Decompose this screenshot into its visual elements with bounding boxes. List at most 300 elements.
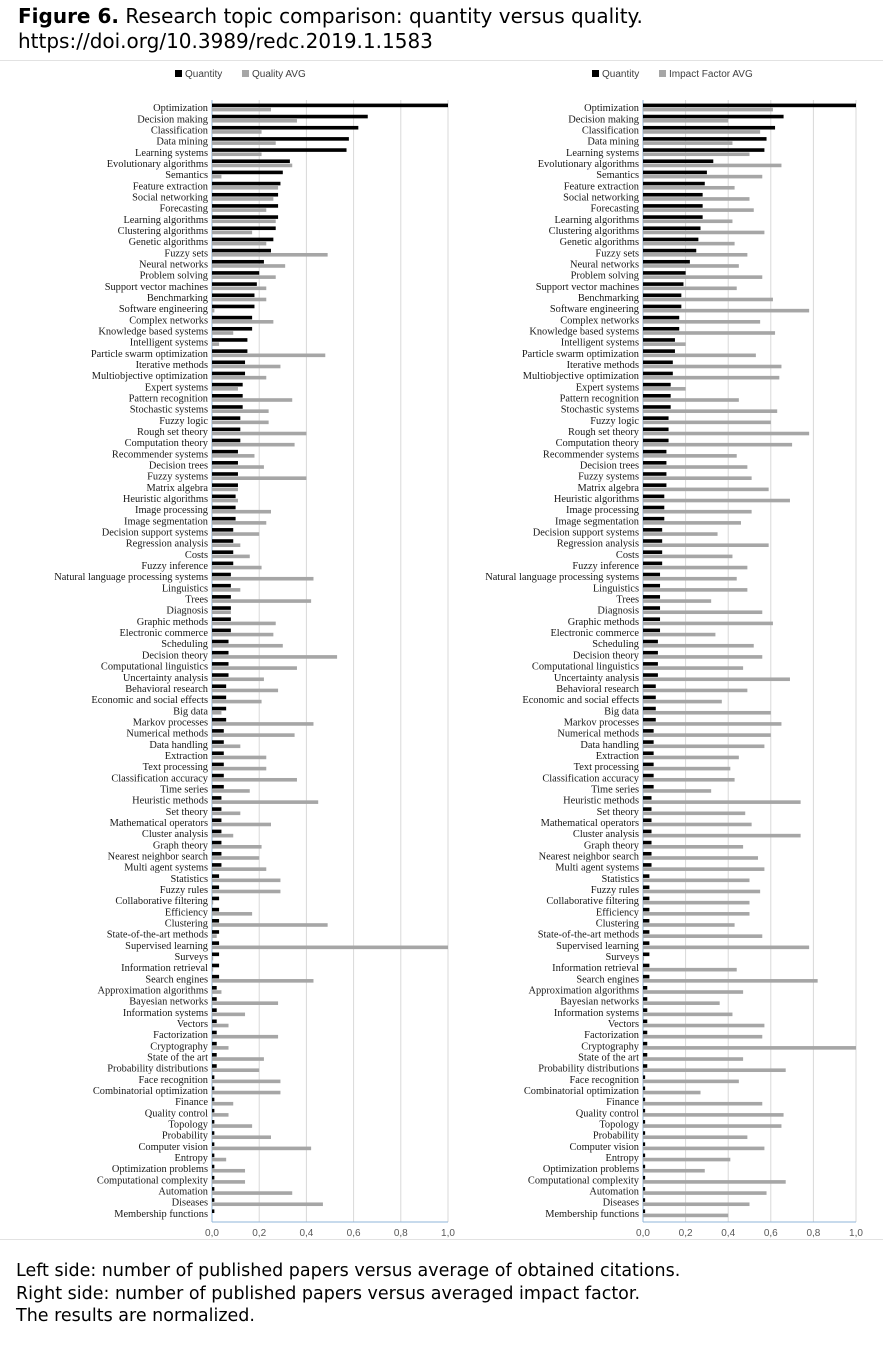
quality-bar xyxy=(212,342,219,346)
x-tick-label: 0,2 xyxy=(678,1228,693,1239)
category-label: Computational complexity xyxy=(96,1175,208,1187)
category-label: Social networking xyxy=(563,192,639,204)
quantity-bar xyxy=(643,1142,645,1146)
category-label: Extraction xyxy=(595,750,639,762)
quality-bar xyxy=(212,510,271,514)
category-label: Clustering algorithms xyxy=(117,225,208,237)
quality-bar xyxy=(643,599,711,603)
quality-bar xyxy=(212,197,273,201)
quantity-bar xyxy=(643,617,660,621)
category-label: Information systems xyxy=(553,1007,639,1019)
quality-bar xyxy=(643,1001,720,1005)
category-label: Image segmentation xyxy=(555,516,639,528)
quality-bar xyxy=(643,465,747,469)
category-label: Scheduling xyxy=(592,639,639,651)
category-label: State of the art xyxy=(578,1052,639,1064)
quantity-bar xyxy=(643,930,649,934)
x-tick-label: 0,6 xyxy=(763,1228,778,1239)
category-label: Time series xyxy=(591,784,639,796)
caption-line-2: Right side: number of published papers versus averaged impact factor. xyxy=(16,1283,641,1304)
quality-bar xyxy=(212,499,238,503)
category-label: Genetic algorithms xyxy=(559,237,639,249)
quality-bar xyxy=(643,1057,743,1061)
quality-bar xyxy=(212,733,295,737)
quantity-bar xyxy=(212,1131,214,1135)
quantity-bar xyxy=(212,126,358,130)
quantity-bar xyxy=(643,1209,645,1213)
quality-bar xyxy=(643,644,754,648)
quantity-bar xyxy=(643,104,856,108)
category-label: Data handling xyxy=(580,739,639,751)
category-label: Social networking xyxy=(132,192,208,204)
quality-bar xyxy=(643,253,747,257)
quantity-bar xyxy=(643,461,666,465)
quantity-bar xyxy=(643,159,713,163)
quantity-bar xyxy=(643,1109,645,1113)
category-label: Learning algorithms xyxy=(554,214,639,226)
quality-bar xyxy=(212,488,238,492)
quantity-bar xyxy=(643,1064,647,1068)
category-label: Face recognition xyxy=(569,1074,639,1086)
quality-bar xyxy=(212,476,306,480)
quality-bar xyxy=(212,756,266,760)
category-label: Quality control xyxy=(144,1108,208,1120)
quantity-bar xyxy=(643,338,675,342)
category-label: Vectors xyxy=(176,1019,208,1031)
quality-bar xyxy=(643,409,777,413)
quantity-bar xyxy=(643,1075,645,1079)
category-label: Optimization xyxy=(153,103,208,115)
quantity-bar xyxy=(643,204,703,208)
quality-bar xyxy=(643,901,750,905)
quality-bar xyxy=(643,264,739,268)
category-label: Big data xyxy=(604,706,639,718)
right-chart xyxy=(440,60,883,1238)
quality-bar xyxy=(643,756,739,760)
quantity-bar xyxy=(643,1098,645,1102)
quality-bar xyxy=(643,287,737,291)
quality-bar xyxy=(212,811,240,815)
category-label: Face recognition xyxy=(138,1074,208,1086)
quality-bar xyxy=(643,521,741,525)
quantity-bar xyxy=(643,1154,645,1158)
quality-bar xyxy=(643,1147,764,1151)
category-label: Computation theory xyxy=(555,438,639,450)
quantity-bar xyxy=(212,472,238,476)
quantity-bar xyxy=(643,785,654,789)
quantity-bar xyxy=(212,740,224,744)
quantity-bar xyxy=(212,707,226,711)
quantity-bar xyxy=(212,182,280,186)
quantity-bar xyxy=(643,528,662,532)
quality-bar xyxy=(643,700,722,704)
caption-line-3: The results are normalized. xyxy=(16,1306,255,1326)
quantity-bar xyxy=(643,1176,645,1180)
category-label: Benchmarking xyxy=(577,292,639,304)
quantity-bar xyxy=(212,372,245,376)
category-label: Fuzzy sets xyxy=(164,248,208,260)
quality-bar xyxy=(643,867,764,871)
quality-bar xyxy=(643,152,750,156)
category-label: Topology xyxy=(168,1119,208,1131)
quantity-bar xyxy=(643,897,649,901)
quality-bar xyxy=(643,543,769,547)
quality-bar xyxy=(212,309,214,313)
quality-bar xyxy=(212,711,221,715)
quantity-bar xyxy=(643,1031,647,1035)
quality-bar xyxy=(643,197,750,201)
quantity-bar xyxy=(212,1042,217,1046)
category-label: Trees xyxy=(185,594,208,606)
quantity-bar xyxy=(212,215,278,219)
category-label: Semantics xyxy=(596,170,639,182)
quantity-bar xyxy=(643,1187,645,1191)
quality-bar xyxy=(212,287,266,291)
quantity-bar xyxy=(643,796,652,800)
quality-bar xyxy=(643,376,779,380)
category-label: Approximation algorithms xyxy=(97,985,208,997)
quality-bar xyxy=(212,934,217,938)
quantity-bar xyxy=(643,1020,647,1024)
quality-bar xyxy=(212,778,297,782)
quality-bar xyxy=(643,555,732,559)
category-label: Heuristic methods xyxy=(563,795,639,807)
category-label: Fuzzy rules xyxy=(590,884,639,896)
category-label: Optimization problems xyxy=(542,1164,639,1176)
quantity-bar xyxy=(212,941,219,945)
quantity-bar xyxy=(212,416,240,420)
category-label: Recommender systems xyxy=(111,449,208,461)
quality-bar xyxy=(643,342,686,346)
quantity-bar xyxy=(643,171,707,175)
category-label: Probability xyxy=(592,1130,639,1142)
quality-bar xyxy=(643,432,809,436)
category-label: Data mining xyxy=(156,136,208,148)
quality-bar xyxy=(212,968,213,972)
quality-bar xyxy=(643,1113,784,1117)
category-label: Graph theory xyxy=(152,840,208,852)
quality-bar xyxy=(643,767,730,771)
quality-bar xyxy=(643,1102,762,1106)
quality-bar xyxy=(212,208,266,212)
quantity-bar xyxy=(212,1109,214,1113)
quality-bar xyxy=(212,1057,264,1061)
quantity-bar xyxy=(212,271,259,275)
quality-bar xyxy=(212,767,266,771)
category-label: Fuzzy rules xyxy=(159,884,208,896)
quality-bar xyxy=(643,934,762,938)
quality-bar xyxy=(643,923,735,927)
quality-bar xyxy=(212,398,292,402)
quantity-bar xyxy=(212,897,219,901)
quantity-bar xyxy=(212,562,233,566)
quality-bar xyxy=(212,633,273,637)
category-label: Probability distributions xyxy=(538,1063,639,1075)
category-label: Decision making xyxy=(137,114,208,126)
x-tick-label: 1,0 xyxy=(849,1228,863,1239)
quality-bar xyxy=(212,521,266,525)
category-label: Decision support systems xyxy=(532,527,639,539)
quantity-bar xyxy=(643,629,660,633)
quality-bar xyxy=(643,298,773,302)
category-label: Heuristic algorithms xyxy=(553,494,639,506)
quantity-bar xyxy=(212,1053,217,1057)
quantity-bar xyxy=(212,405,243,409)
quantity-bar xyxy=(212,439,240,443)
quantity-bar xyxy=(212,550,233,554)
x-tick-label: 0,4 xyxy=(299,1228,314,1239)
category-label: Natural language processing systems xyxy=(485,572,639,584)
quantity-bar xyxy=(643,137,767,141)
quantity-bar xyxy=(643,863,652,867)
quantity-bar xyxy=(212,874,219,878)
category-label: Complex networks xyxy=(129,315,208,327)
quality-bar xyxy=(643,856,758,860)
quality-bar xyxy=(643,912,750,916)
quality-bar xyxy=(212,979,313,983)
quantity-bar xyxy=(212,204,278,208)
category-label: Neural networks xyxy=(570,259,639,271)
quantity-bar xyxy=(212,349,247,353)
quantity-bar xyxy=(212,1154,214,1158)
category-label: Learning systems xyxy=(134,147,208,159)
quality-bar xyxy=(212,599,311,603)
category-label: Learning algorithms xyxy=(123,214,208,226)
category-label: Cluster analysis xyxy=(141,829,208,841)
category-label: Set theory xyxy=(596,806,639,818)
x-tick-label: 0,4 xyxy=(721,1228,736,1239)
category-label: Classification accuracy xyxy=(542,773,639,785)
category-label: Entropy xyxy=(605,1153,639,1165)
category-label: Probability xyxy=(161,1130,208,1142)
quantity-bar xyxy=(212,584,231,588)
category-label: Stochastic systems xyxy=(560,404,639,416)
quality-bar xyxy=(643,1013,732,1017)
quality-bar xyxy=(212,1068,259,1072)
category-label: Diagnosis xyxy=(166,605,208,617)
category-label: Semantics xyxy=(165,170,208,182)
figure-doi: https://doi.org/10.3989/redc.2019.1.1583 xyxy=(18,29,433,53)
quality-bar xyxy=(643,655,762,659)
quality-bar xyxy=(643,1135,747,1139)
quality-bar xyxy=(212,1147,311,1151)
quality-bar xyxy=(643,744,764,748)
quality-bar xyxy=(643,119,728,123)
quality-bar xyxy=(212,744,240,748)
category-label: Fuzzy inference xyxy=(141,561,208,573)
quality-bar xyxy=(212,454,254,458)
category-label: Markov processes xyxy=(563,717,639,729)
quality-bar xyxy=(643,231,764,235)
category-label: Linguistics xyxy=(592,583,639,595)
quality-bar xyxy=(212,823,271,827)
category-label: Graph theory xyxy=(583,840,639,852)
category-label: Big data xyxy=(173,706,208,718)
quantity-bar xyxy=(212,394,243,398)
quality-bar xyxy=(212,298,266,302)
quality-bar xyxy=(212,219,276,223)
category-label: Stochastic systems xyxy=(129,404,208,416)
quantity-bar xyxy=(212,684,226,688)
quantity-bar xyxy=(212,159,290,163)
quantity-bar xyxy=(212,483,238,487)
quantity-bar xyxy=(212,573,231,577)
quality-bar xyxy=(212,264,285,268)
quality-bar xyxy=(212,890,280,894)
quantity-bar xyxy=(643,986,647,990)
category-label: Nearest neighbor search xyxy=(107,851,208,863)
quality-bar xyxy=(212,1202,323,1206)
quality-bar xyxy=(643,320,760,324)
quality-bar xyxy=(643,1158,730,1162)
category-label: Multi agent systems xyxy=(555,862,639,874)
category-label: Costs xyxy=(184,549,208,561)
legend-swatch-quality xyxy=(242,70,249,77)
quantity-bar xyxy=(643,517,664,521)
quality-bar xyxy=(212,253,328,257)
category-label: Computation theory xyxy=(124,438,208,450)
quantity-bar xyxy=(212,260,264,264)
category-label: Problem solving xyxy=(139,270,208,282)
x-tick-label: 0,8 xyxy=(806,1228,821,1239)
category-label: Nearest neighbor search xyxy=(538,851,639,863)
category-label: Clustering xyxy=(595,918,639,930)
quantity-bar xyxy=(643,450,666,454)
quality-bar xyxy=(212,644,283,648)
category-label: Knowledge based systems xyxy=(98,326,208,338)
quality-bar xyxy=(643,845,743,849)
quality-bar xyxy=(643,1202,750,1206)
category-label: Neural networks xyxy=(139,259,208,271)
quantity-bar xyxy=(643,305,681,309)
quantity-bar xyxy=(212,148,347,152)
category-label: Surveys xyxy=(605,952,639,964)
quantity-bar xyxy=(212,1198,214,1202)
quantity-bar xyxy=(643,193,703,197)
quantity-bar xyxy=(212,606,231,610)
quality-bar xyxy=(212,231,252,235)
category-label: Recommender systems xyxy=(542,449,639,461)
quantity-bar xyxy=(212,651,229,655)
category-label: Image processing xyxy=(135,505,208,517)
figure-title xyxy=(18,4,643,54)
quantity-bar xyxy=(643,215,703,219)
quality-bar xyxy=(212,834,233,838)
quantity-bar xyxy=(643,874,649,878)
category-label: Fuzzy systems xyxy=(147,471,208,483)
category-label: Behavioral research xyxy=(556,683,639,695)
quality-bar xyxy=(643,331,775,335)
category-label: Feature extraction xyxy=(563,181,639,193)
quantity-bar xyxy=(212,226,276,230)
category-label: Decision making xyxy=(568,114,639,126)
quality-bar xyxy=(643,1080,739,1084)
quality-bar xyxy=(212,1001,278,1005)
category-label: Approximation algorithms xyxy=(528,985,639,997)
category-label: Economic and social effects xyxy=(91,695,208,707)
legend-label-quality: Quality AVG xyxy=(252,69,306,80)
quantity-bar xyxy=(212,595,231,599)
quantity-bar xyxy=(643,506,664,510)
quality-bar xyxy=(643,633,715,637)
quantity-bar xyxy=(212,1075,214,1079)
quality-bar xyxy=(212,1035,278,1039)
category-label: Probability distributions xyxy=(107,1063,208,1075)
category-label: Text processing xyxy=(573,762,639,774)
quality-bar xyxy=(212,577,313,581)
quality-bar xyxy=(643,789,711,793)
quantity-bar xyxy=(212,1142,214,1146)
category-label: Intelligent systems xyxy=(129,337,208,349)
legend-swatch-quantity xyxy=(592,70,599,77)
category-label: Graphic methods xyxy=(136,616,208,628)
quantity-bar xyxy=(212,1176,214,1180)
category-label: Expert systems xyxy=(575,382,639,394)
quality-bar xyxy=(212,901,213,905)
quality-bar xyxy=(212,1080,280,1084)
category-label: Fuzzy sets xyxy=(595,248,639,260)
quality-bar xyxy=(643,488,769,492)
figure-title-text: Research topic comparison: quantity versus quality. xyxy=(125,4,643,28)
quantity-bar xyxy=(643,1087,645,1091)
quantity-bar xyxy=(212,785,224,789)
legend-swatch-quality xyxy=(659,70,666,77)
category-label: Forecasting xyxy=(159,203,208,215)
quantity-bar xyxy=(212,1064,217,1068)
quantity-bar xyxy=(643,405,671,409)
quantity-bar xyxy=(212,528,233,532)
category-label: Diseases xyxy=(602,1197,639,1209)
quantity-bar xyxy=(643,1131,645,1135)
quantity-bar xyxy=(212,461,238,465)
category-label: Search engines xyxy=(576,974,639,986)
category-label: State-of-the-art methods xyxy=(537,929,639,941)
quality-bar xyxy=(212,879,280,883)
quality-bar xyxy=(212,164,292,168)
category-label: Intelligent systems xyxy=(560,337,639,349)
x-tick-label: 0,0 xyxy=(205,1228,219,1239)
quantity-bar xyxy=(212,539,233,543)
category-label: Scheduling xyxy=(161,639,208,651)
quantity-bar xyxy=(212,517,236,521)
quality-bar xyxy=(212,957,213,961)
category-label: Factorization xyxy=(153,1030,208,1042)
quantity-bar xyxy=(643,841,652,845)
quantity-bar xyxy=(643,260,690,264)
category-label: Optimization xyxy=(584,103,639,115)
quality-bar xyxy=(212,387,238,391)
quality-bar xyxy=(643,130,760,134)
quality-bar xyxy=(643,164,781,168)
category-label: Graphic methods xyxy=(567,616,639,628)
quality-bar xyxy=(643,811,745,815)
quality-bar xyxy=(212,566,262,570)
quality-bar xyxy=(212,532,259,536)
quantity-bar xyxy=(643,818,652,822)
legend-label-quantity: Quantity xyxy=(185,69,223,80)
quality-bar xyxy=(643,879,750,883)
quality-bar xyxy=(212,622,276,626)
quality-bar xyxy=(643,1169,705,1173)
quantity-bar xyxy=(643,249,696,253)
quantity-bar xyxy=(643,751,654,755)
category-label: Heuristic algorithms xyxy=(122,494,208,506)
quantity-bar xyxy=(643,1120,645,1124)
category-label: Expert systems xyxy=(144,382,208,394)
quantity-bar xyxy=(643,807,652,811)
category-label: Pattern recognition xyxy=(128,393,208,405)
quantity-bar xyxy=(212,506,236,510)
